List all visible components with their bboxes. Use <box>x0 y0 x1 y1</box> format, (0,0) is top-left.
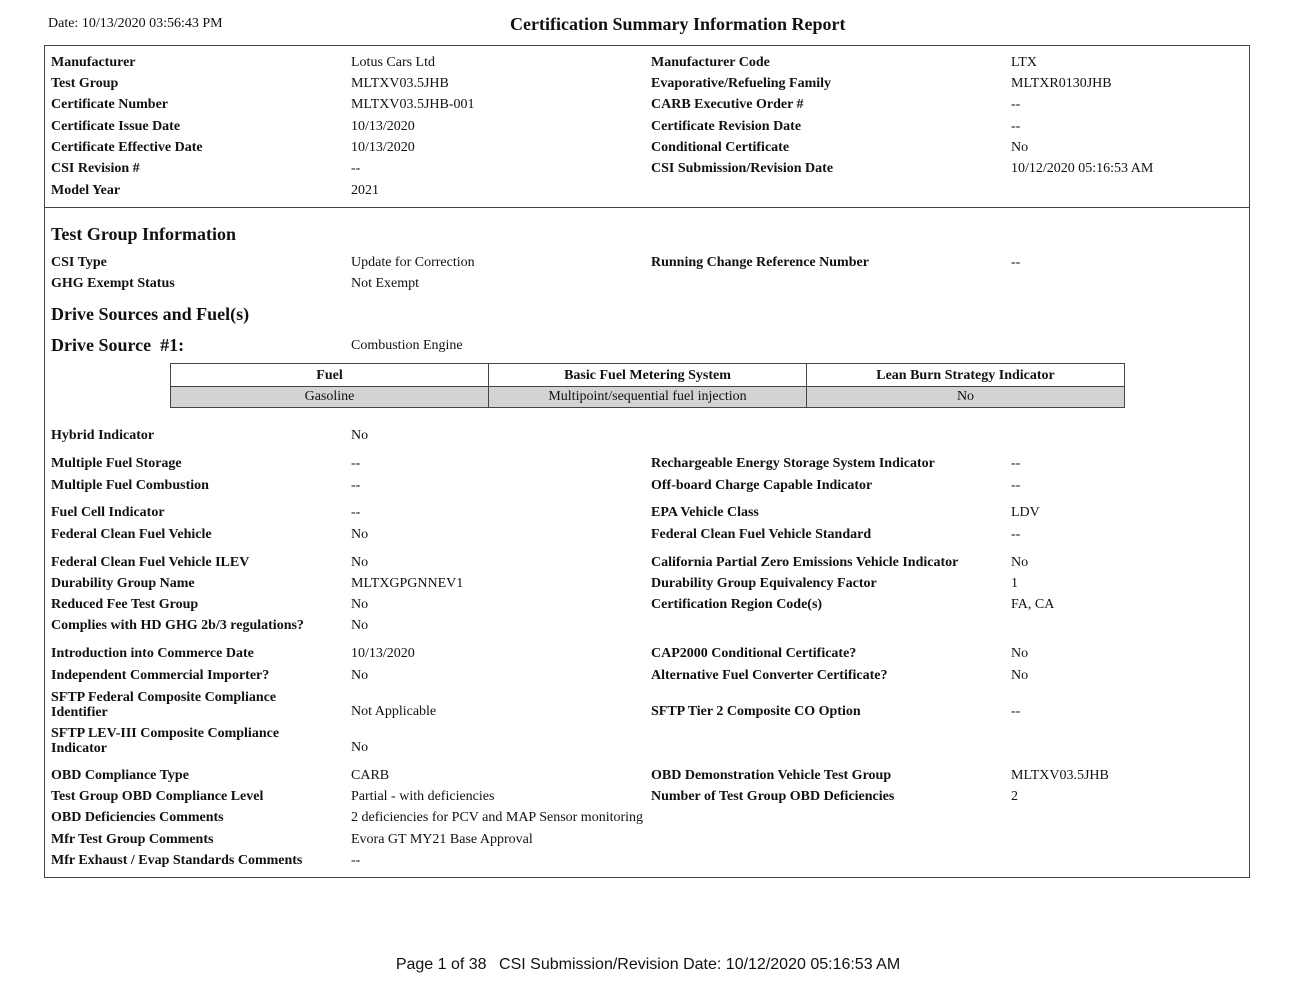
summary-label: CARB Executive Order # <box>651 97 804 112</box>
page-number: Page 1 of 38 <box>395 956 487 973</box>
detail-value: MLTXV03.5JHB <box>1011 768 1109 783</box>
summary-label: Certificate Revision Date <box>651 119 802 134</box>
table-row <box>171 387 1125 408</box>
summary-label: Conditional Certificate <box>651 140 790 155</box>
detail-label: Federal Clean Fuel Vehicle Standard <box>651 527 872 542</box>
summary-value: -- <box>1011 97 1021 112</box>
metering-cell: Multipoint/sequential fuel injection <box>489 387 807 408</box>
mfr-exhaust-comments-value: -- <box>351 853 361 868</box>
detail-label: Introduction into Commerce Date <box>51 646 254 661</box>
fuel-header: Fuel <box>171 364 489 387</box>
summary-value: Lotus Cars Ltd <box>351 55 435 70</box>
sftp-lev-label-line: SFTP LEV-III Composite Compliance <box>51 726 280 741</box>
detail-value: No <box>1011 668 1029 683</box>
fuel-cell: Gasoline <box>171 387 489 408</box>
summary-label: Evaporative/Refueling Family <box>651 76 832 91</box>
mfr-test-group-comments-value: Evora GT MY21 Base Approval <box>351 832 533 847</box>
hybrid-value: No <box>351 428 369 443</box>
summary-label: Manufacturer Code <box>651 55 770 70</box>
detail-value: -- <box>1011 527 1021 542</box>
running-change-label: Running Change Reference Number <box>651 255 869 270</box>
summary-label: Certificate Effective Date <box>51 140 203 155</box>
detail-label: Multiple Fuel Storage <box>51 456 182 471</box>
csi-type-value: Update for Correction <box>351 255 475 270</box>
obd-deficiencies-value: 2 deficiencies for PCV and MAP Sensor monitoring <box>351 810 644 825</box>
detail-label: OBD Demonstration Vehicle Test Group <box>651 768 892 783</box>
report-date: Date: 10/13/2020 03:56:43 PM <box>48 16 223 31</box>
mfr-test-group-comments-label: Mfr Test Group Comments <box>51 832 214 847</box>
lean-burn-header: Lean Burn Strategy Indicator <box>807 364 1125 387</box>
detail-value: 10/13/2020 <box>351 646 415 661</box>
detail-value: 2 <box>1011 789 1018 804</box>
drive-source-label: Drive Source #1: <box>51 335 185 355</box>
ghg-value: Not Exempt <box>351 276 420 291</box>
detail-label: Test Group OBD Compliance Level <box>51 789 264 804</box>
detail-value: No <box>351 668 369 683</box>
detail-value: 1 <box>1011 576 1018 591</box>
sftp-federal-value: Not Applicable <box>351 704 437 719</box>
detail-label: Reduced Fee Test Group <box>51 597 199 612</box>
detail-label: Federal Clean Fuel Vehicle <box>51 527 212 542</box>
summary-value: 10/13/2020 <box>351 119 415 134</box>
footer-submission-date: CSI Submission/Revision Date: 10/12/2020 05:16:53 AM <box>499 956 901 973</box>
drive-sources-heading: Drive Sources and Fuel(s) <box>51 304 250 324</box>
summary-value: No <box>1011 140 1029 155</box>
csi-type-label: CSI Type <box>51 255 107 270</box>
drive-source-value: Combustion Engine <box>351 338 463 353</box>
sftp-tier2-value: -- <box>1011 704 1021 719</box>
hybrid-label: Hybrid Indicator <box>51 428 155 443</box>
summary-value: 10/13/2020 <box>351 140 415 155</box>
sftp-lev-label-line: Indicator <box>51 741 107 756</box>
sftp-lev-label <box>51 726 279 756</box>
detail-value: LDV <box>1011 505 1040 520</box>
obd-deficiencies-label: OBD Deficiencies Comments <box>51 810 224 825</box>
detail-value: No <box>351 555 369 570</box>
detail-label: Durability Group Equivalency Factor <box>651 576 877 591</box>
detail-value: CARB <box>351 768 390 783</box>
page-footer <box>0 956 1296 974</box>
sftp-federal-label-line: SFTP Federal Composite Compliance <box>51 690 277 705</box>
metering-header: Basic Fuel Metering System <box>489 364 807 387</box>
detail-label: Independent Commercial Importer? <box>51 668 270 683</box>
summary-label: Test Group <box>51 76 119 91</box>
summary-value: MLTXV03.5JHB <box>351 76 449 91</box>
detail-label: OBD Compliance Type <box>51 768 189 783</box>
summary-label: Manufacturer <box>51 55 136 70</box>
summary-value: -- <box>351 161 361 176</box>
ghg-label: GHG Exempt Status <box>51 276 175 291</box>
sftp-lev-value: No <box>351 740 369 755</box>
detail-value: -- <box>351 478 361 493</box>
sftp-federal-label <box>51 690 276 720</box>
sftp-federal-label-line: Identifier <box>51 705 108 720</box>
detail-value: -- <box>351 505 361 520</box>
detail-label: Multiple Fuel Combustion <box>51 478 209 493</box>
detail-label: Number of Test Group OBD Deficiencies <box>651 789 895 804</box>
detail-label: California Partial Zero Emissions Vehicle Indicator <box>651 555 959 570</box>
detail-value: No <box>351 597 369 612</box>
summary-value: -- <box>1011 119 1021 134</box>
summary-label: Model Year <box>51 183 121 198</box>
summary-value: MLTXV03.5JHB-001 <box>351 97 475 112</box>
summary-value: 2021 <box>351 183 379 198</box>
test-group-heading: Test Group Information <box>51 224 237 244</box>
detail-label: EPA Vehicle Class <box>651 505 759 520</box>
detail-label: Federal Clean Fuel Vehicle ILEV <box>51 555 250 570</box>
detail-label: Certification Region Code(s) <box>651 597 823 612</box>
summary-value: 10/12/2020 05:16:53 AM <box>1011 161 1154 176</box>
section-divider <box>44 207 1250 208</box>
detail-label: Complies with HD GHG 2b/3 regulations? <box>51 618 304 633</box>
detail-label: Alternative Fuel Converter Certificate? <box>651 668 888 683</box>
detail-value: -- <box>1011 478 1021 493</box>
detail-value: MLTXGPGNNEV1 <box>351 576 464 591</box>
summary-value: LTX <box>1011 55 1037 70</box>
detail-value: -- <box>351 456 361 471</box>
detail-value: No <box>351 527 369 542</box>
fuel-table-header-row <box>171 364 1125 387</box>
detail-label: Fuel Cell Indicator <box>51 505 165 520</box>
detail-value: No <box>1011 555 1029 570</box>
fuel-table <box>170 363 1125 408</box>
summary-label: Certificate Number <box>51 97 169 112</box>
summary-label: CSI Revision # <box>51 161 140 176</box>
detail-value: No <box>1011 646 1029 661</box>
detail-label: Durability Group Name <box>51 576 195 591</box>
detail-label: Off-board Charge Capable Indicator <box>651 478 873 493</box>
detail-value: No <box>351 618 369 633</box>
mfr-exhaust-comments-label: Mfr Exhaust / Evap Standards Comments <box>51 853 303 868</box>
detail-value: -- <box>1011 456 1021 471</box>
summary-label: CSI Submission/Revision Date <box>651 161 834 176</box>
report-title: Certification Summary Information Report <box>510 14 846 34</box>
detail-value: Partial - with deficiencies <box>351 789 495 804</box>
sftp-tier2-label: SFTP Tier 2 Composite CO Option <box>651 704 861 719</box>
detail-value: FA, CA <box>1011 597 1055 612</box>
running-change-value: -- <box>1011 255 1021 270</box>
detail-label: CAP2000 Conditional Certificate? <box>651 646 857 661</box>
detail-label: Rechargeable Energy Storage System Indicator <box>651 456 935 471</box>
summary-value: MLTXR0130JHB <box>1011 76 1112 91</box>
lean-burn-cell: No <box>807 387 1125 408</box>
summary-label: Certificate Issue Date <box>51 119 181 134</box>
